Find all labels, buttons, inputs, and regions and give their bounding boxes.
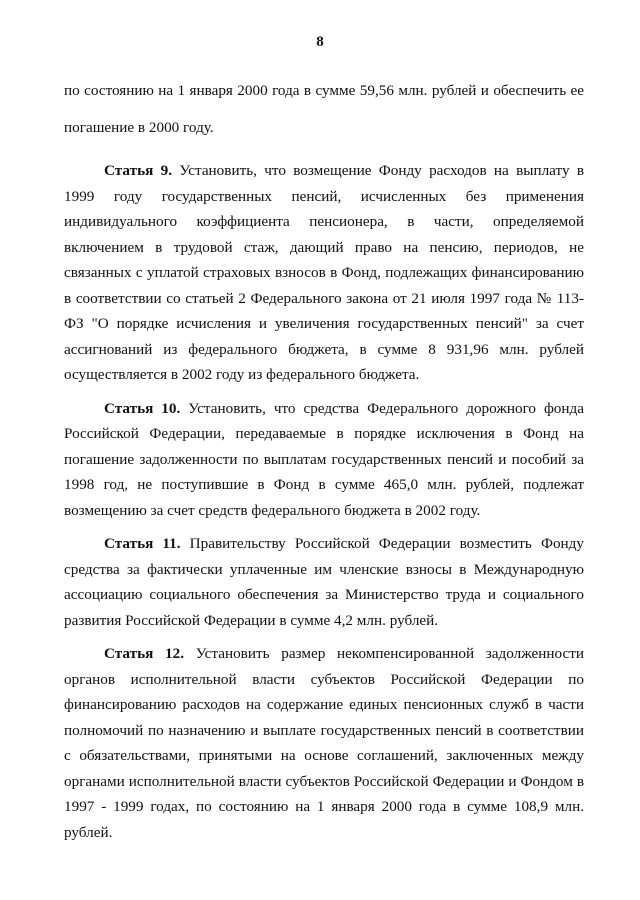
article-10 bbox=[64, 396, 584, 524]
document-body bbox=[64, 72, 584, 845]
article-11 bbox=[64, 531, 584, 633]
page-number: 8 bbox=[316, 34, 324, 50]
paragraph-text: по состоянию на 1 января 2000 года в сумме 59,56 млн. рублей и обеспечить ее погашение в 2000 году. bbox=[64, 82, 584, 136]
article-heading: Статья 10. bbox=[104, 399, 181, 417]
article-text: Установить размер некомпенсированной задолженности органов исполнительной власти субъектов Российской Федерации по финансированию расходов на содержание единых пенсионных служб в части полномочий по назначению и выплате государственных пенсий в соответствии с обязательствами, принятыми на основе соглашений, заключенных между органами исполнительной власти субъектов Российской Федерации и Фондом в 1997 - 1999 годах, по состоянию на 1 января 2000 года в сумме 108,9 млн. рублей. bbox=[64, 645, 585, 841]
article-heading: Статья 11. bbox=[104, 535, 181, 552]
article-text: Установить, что средства Федерального дорожного фонда Российской Федерации, передаваемые в порядке исключения в Фонд на погашение задолженности по выплатам государственных пенсий и пособий за 1998 год, не поступившие в Фонд в сумме 465,0 млн. рублей, подлежат возмещению за счет средств федерального бюджета в 2002 году. bbox=[64, 399, 584, 519]
article-9 bbox=[64, 158, 584, 388]
article-text: Установить, что возмещение Фонду расходов на выплату в 1999 году государственных пенсий, исчисленных без применения индивидуального коэффициента пенсионера, в части, определяемой включением в трудовой стаж, дающий право на пенсию, периодов, не связанных с уплатой страховых взносов в Фонд, подлежащих финансированию в соответствии со статьей 2 Федерального закона от 21 июля 1997 года № 113-ФЗ "О порядке исчисления и увеличения государственных пенсий" за счет ассигнований из федерального бюджета, в сумме 8 931,96 млн. рублей осуществляется в 2002 году из федерального бюджета. bbox=[64, 162, 585, 383]
article-heading: Статья 12. bbox=[104, 645, 185, 662]
paragraph-continuation bbox=[64, 72, 584, 146]
article-heading: Статья 9. bbox=[104, 162, 173, 179]
article-12 bbox=[64, 641, 584, 845]
article-text: Правительству Российской Федерации возместить Фонду средства за фактически уплаченные им членские взносы в Международную ассоциацию социального обеспечения за Министерство труда и социального развития Российской Федерации в сумме 4,2 млн. рублей. bbox=[64, 535, 584, 629]
